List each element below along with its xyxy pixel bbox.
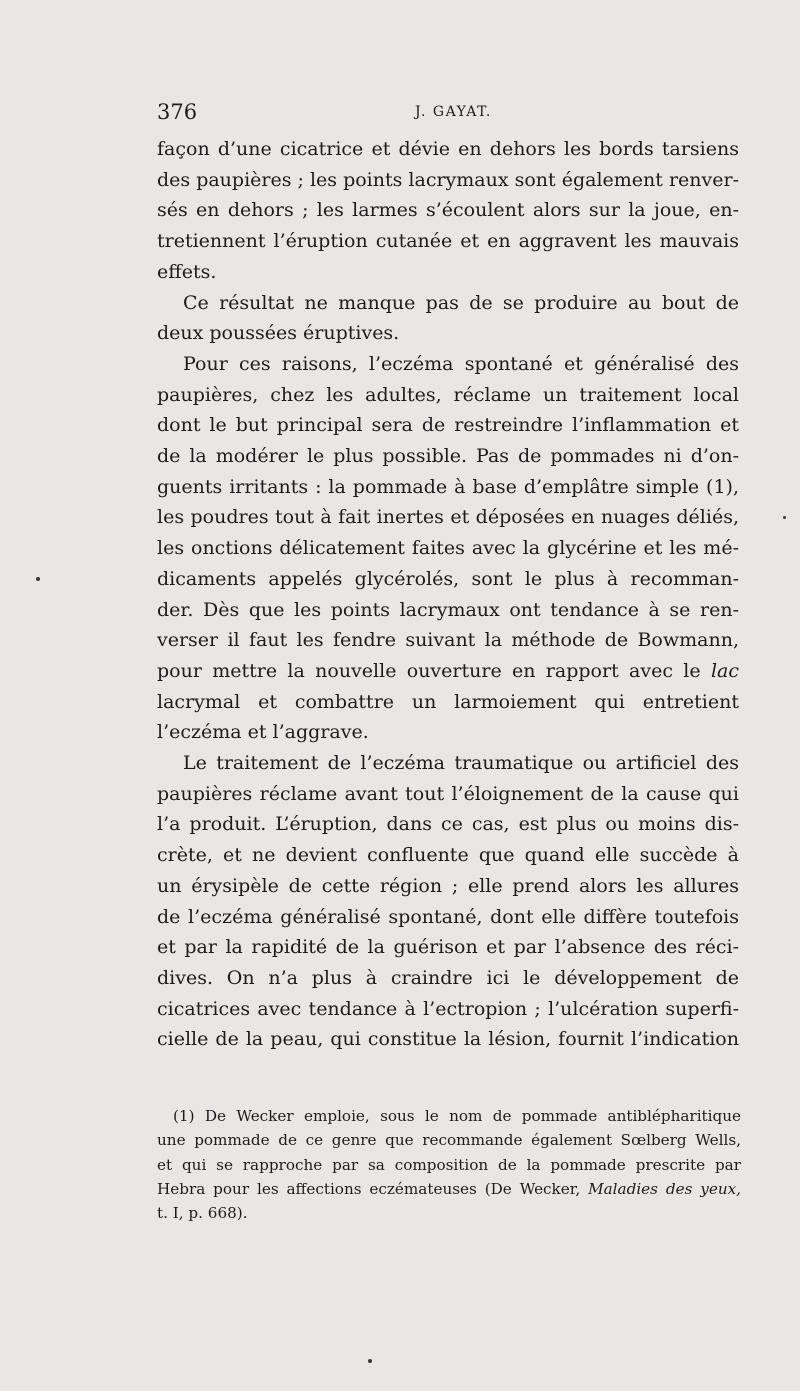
page-header	[157, 100, 739, 130]
text-line: de l’eczéma généralisé spontané, dont elle diffère toutefois	[157, 905, 739, 928]
footnote-line-with-italic	[157, 1177, 741, 1201]
text-line: lacrymal et combattre un larmoiement qui entretient	[157, 690, 739, 713]
text-line: dont le but principal sera de restreindre l’inflammation et	[157, 414, 739, 437]
running-head: J. GAYAT.	[415, 104, 492, 120]
text-line: sés en dehors ; les larmes s’écoulent alors sur la joue, en-	[157, 199, 739, 222]
text-line: cielle de la peau, qui constitue la lésion, fournit l’indication	[157, 1028, 739, 1051]
text-line: crète, et ne devient confluente que quand elle succède à	[157, 844, 739, 867]
text-line: un érysipèle de cette région ; elle prend alors les allures	[157, 874, 739, 897]
paper-speck	[368, 1359, 372, 1363]
text-line: paupières, chez les adultes, réclame un traitement local	[157, 383, 739, 406]
text-line: der. Dès que les points lacrymaux ont tendance à se ren-	[157, 598, 739, 621]
text-line: paupières réclame avant tout l’éloignement de la cause qui	[157, 782, 739, 805]
italic-word: lac	[710, 659, 739, 682]
paper-speck	[783, 516, 786, 519]
text-line: guents irritants : la pommade à base d’emplâtre simple (1),	[157, 475, 739, 498]
text-line: verser il faut les fendre suivant la méthode de Bowmann,	[157, 629, 739, 652]
text-line: tretiennent l’éruption cutanée et en aggravent les mauvais	[157, 230, 739, 253]
text-line: effets.	[157, 260, 217, 283]
text-line: des paupières ; les points lacrymaux sont également renver-	[157, 168, 739, 191]
footnote-line: t. I, p. 668).	[157, 1204, 248, 1223]
text-line: l’a produit. L’éruption, dans ce cas, est plus ou moins dis-	[157, 813, 739, 836]
paragraph-1	[157, 134, 739, 288]
paragraph-3	[157, 349, 739, 748]
text-line: les poudres tout à fait inertes et déposées en nuages déliés,	[157, 506, 739, 529]
text-line: pour mettre la nouvelle ouverture en rapport avec le	[157, 659, 701, 682]
page-number: 376	[157, 100, 198, 124]
text-line: et par la rapidité de la guérison et par l’absence des réci-	[157, 936, 739, 959]
footnote-line: (1) De Wecker emploie, sous le nom de pommade antiblépharitique	[173, 1107, 741, 1125]
text-line-with-italic	[157, 656, 739, 687]
text-line: Le traitement de l’eczéma traumatique ou artificiel des	[183, 752, 739, 775]
text-line: façon d’une cicatrice et dévie en dehors les bords tarsiens	[157, 138, 739, 160]
paper-speck	[36, 577, 40, 581]
text-line: les onctions délicatement faites avec la glycérine et les mé-	[157, 537, 739, 560]
paragraph-2	[157, 288, 739, 349]
text-line: de la modérer le plus possible. Pas de pommades ni d’on-	[157, 445, 739, 468]
body-text	[157, 134, 739, 1055]
footnote-line: Hebra pour les affections eczémateuses (De Wecker,	[157, 1179, 581, 1198]
footnote	[157, 1104, 741, 1225]
text-line: l’eczéma et l’aggrave.	[157, 721, 369, 744]
footnote-italic-title: Maladies des yeux,	[588, 1179, 741, 1198]
text-line: Ce résultat ne manque pas de se produire au bout de	[183, 291, 739, 314]
footnote-line: et qui se rapproche par sa composition de la pommade prescrite par	[157, 1155, 741, 1174]
text-line: dives. On n’a plus à craindre ici le développement de	[157, 966, 739, 989]
footnote-line: une pommade de ce genre que recommande également Sœlberg Wells,	[157, 1131, 741, 1150]
text-line: deux poussées éruptives.	[157, 322, 400, 345]
text-line: cicatrices avec tendance à l’ectropion ; l’ulcération superfi-	[157, 997, 739, 1020]
text-line: Pour ces raisons, l’eczéma spontané et généralisé des	[183, 352, 739, 375]
paragraph-4	[157, 748, 739, 1055]
text-line: dicaments appelés glycérolés, sont le plus à recomman-	[157, 567, 739, 590]
